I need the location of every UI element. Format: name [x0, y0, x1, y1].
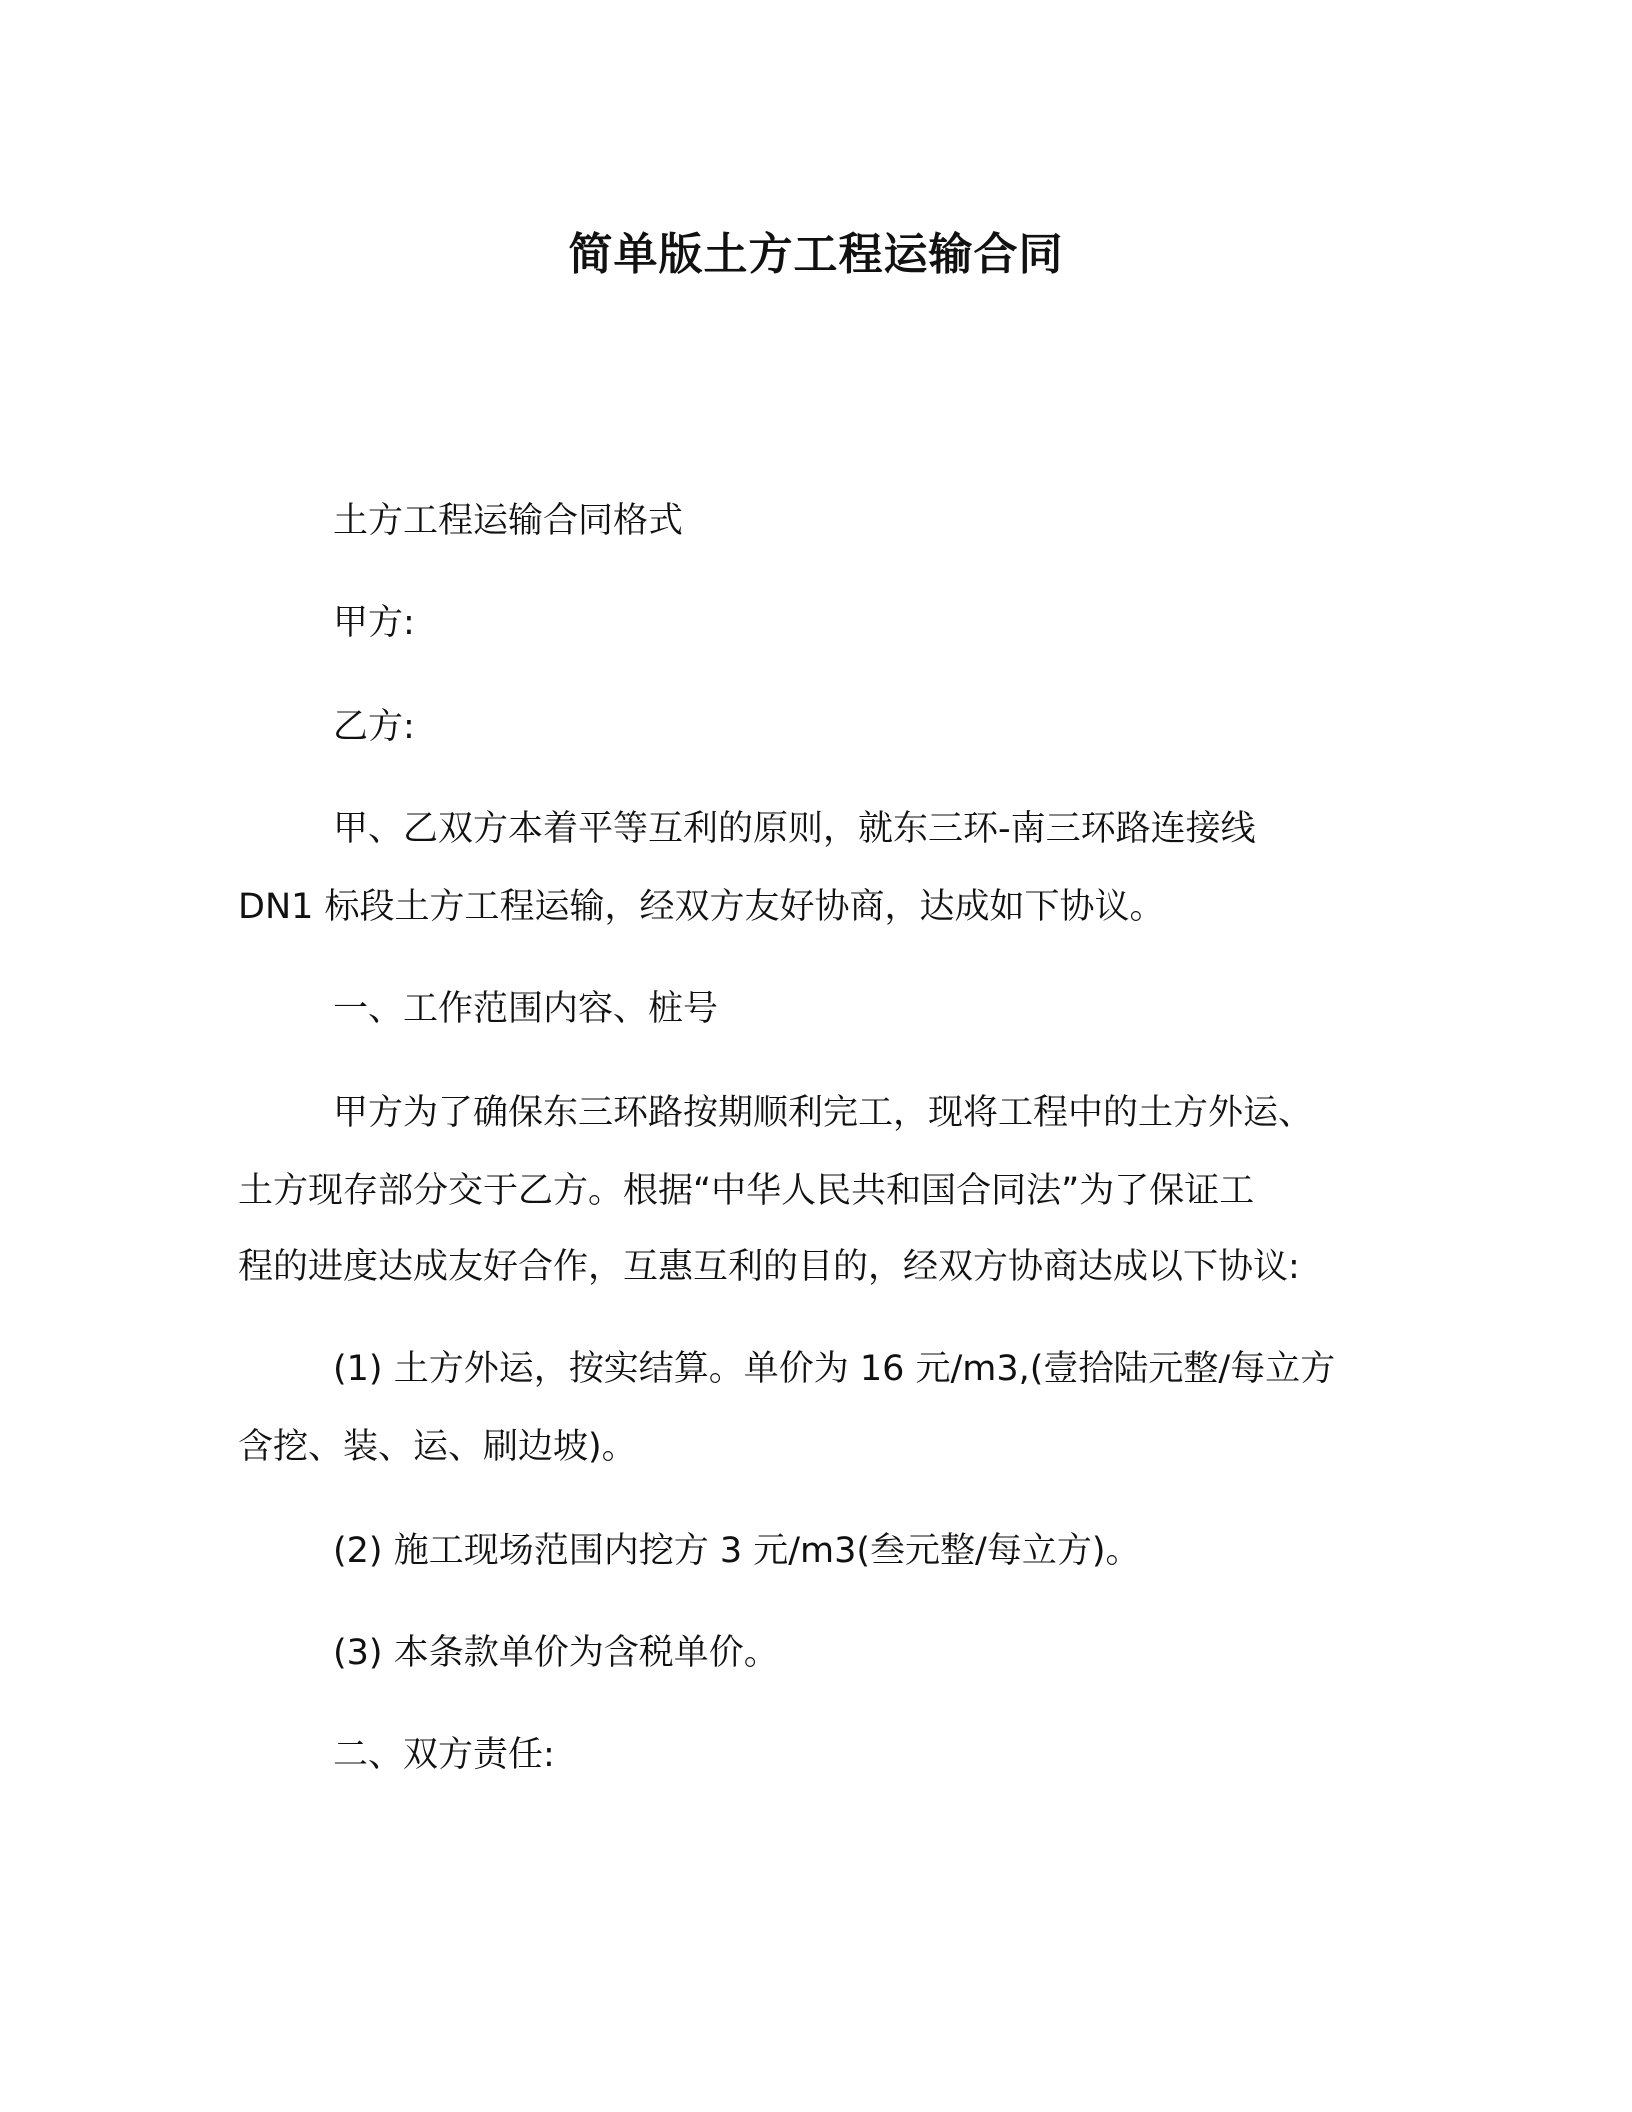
- section-2-heading: 二、双方责任:: [333, 1735, 555, 1775]
- section-1-paragraph-line-2: 土方现存部分交于乙方。根据“中华人民共和国合同法”为了保证工: [238, 1171, 1255, 1211]
- party-a-label: 甲方:: [333, 603, 415, 643]
- clause-item-1-line-2: 含挖、装、运、刷边坡)。: [238, 1427, 637, 1467]
- clause-item-2: (2) 施工现场范围内挖方 3 元/m3(叁元整/每立方)。: [333, 1531, 1141, 1571]
- clause-item-1-line-1: (1) 土方外运，按实结算。单价为 16 元/m3,(壹拾陆元整/每立方: [333, 1349, 1336, 1389]
- section-1-paragraph-line-3: 程的进度达成友好合作，互惠互利的目的，经双方协商达成以下协议:: [238, 1247, 1300, 1287]
- section-1-heading: 一、工作范围内容、桩号: [333, 989, 719, 1029]
- party-b-label: 乙方:: [333, 707, 415, 747]
- document-title: 简单版土方工程运输合同: [568, 229, 1064, 280]
- section-1-paragraph-line-1: 甲方为了确保东三环路按期顺利完工，现将工程中的土方外运、: [333, 1093, 1314, 1133]
- document-subtitle: 土方工程运输合同格式: [333, 501, 684, 541]
- intro-paragraph-line-1: 甲、乙双方本着平等互利的原则，就东三环-南三环路连接线: [333, 809, 1256, 849]
- intro-paragraph-line-2: DN1 标段土方工程运输，经双方友好协商，达成如下协议。: [238, 887, 1165, 927]
- clause-item-3: (3) 本条款单价为含税单价。: [333, 1633, 779, 1673]
